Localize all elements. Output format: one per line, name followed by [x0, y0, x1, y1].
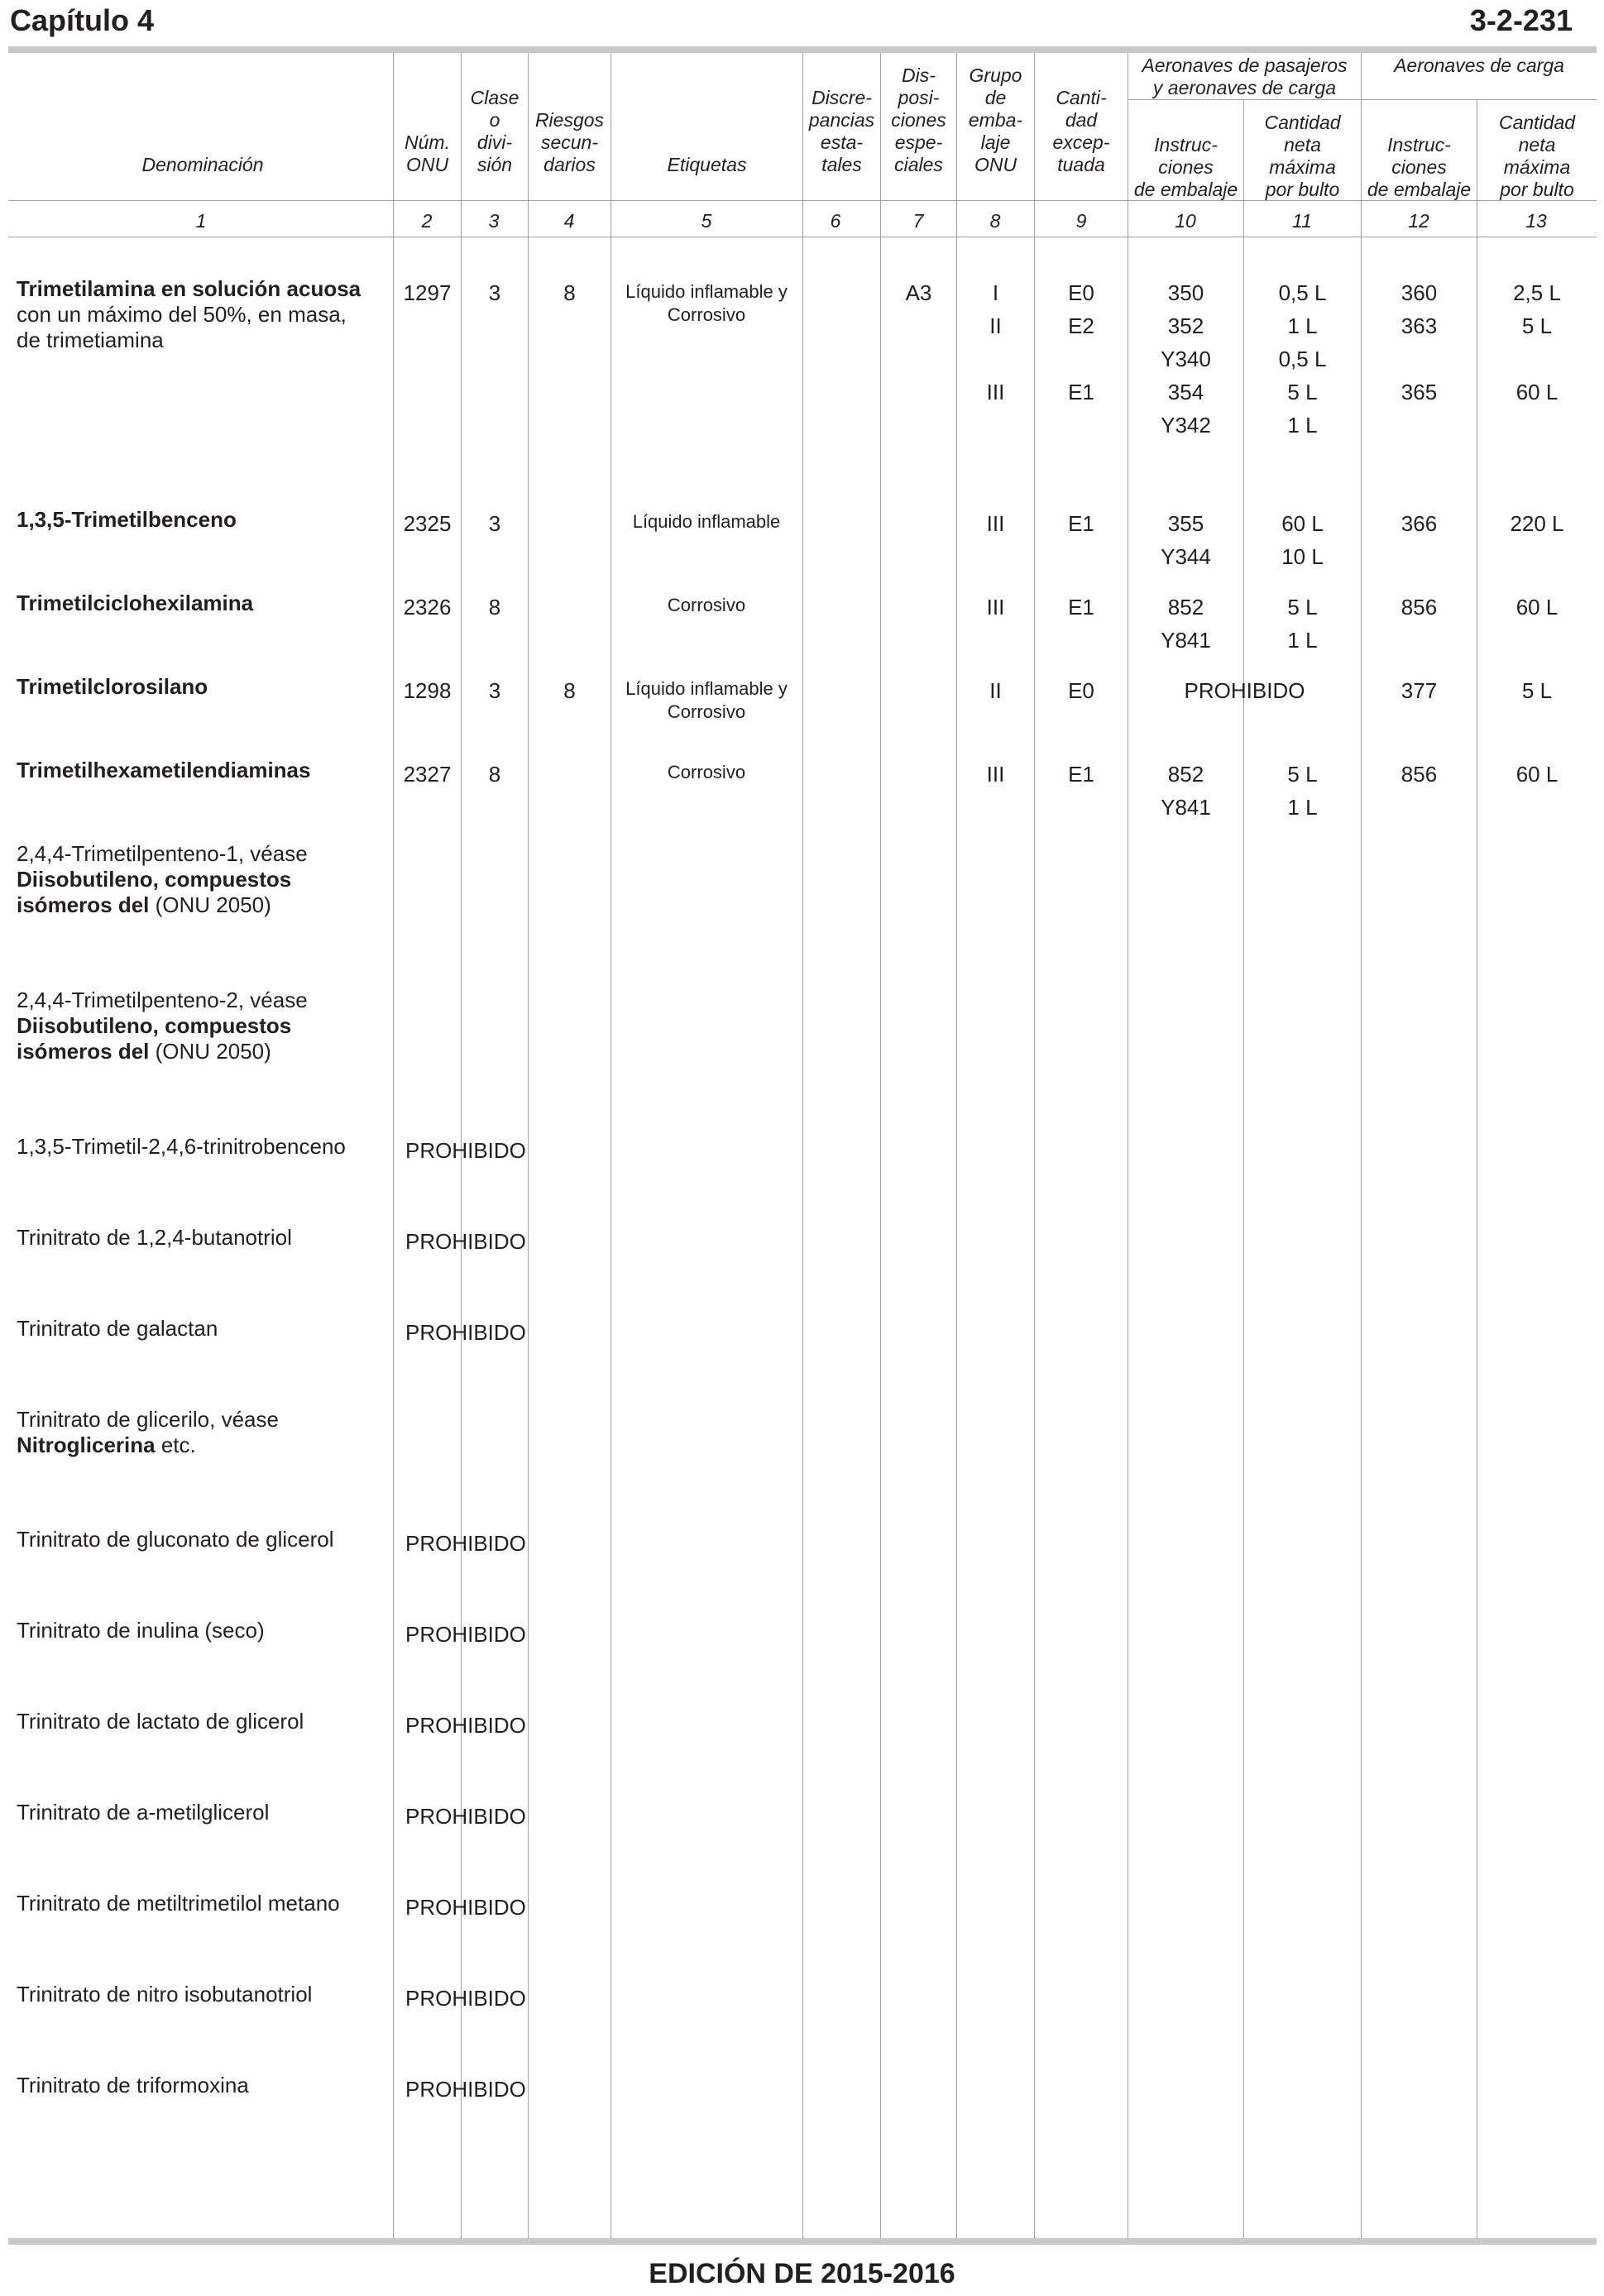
labels: Líquido inflamable: [632, 511, 781, 532]
passenger-max-quantity: 5 L 1 L: [1287, 762, 1318, 820]
prohibited-status: PROHIBIDO: [405, 1531, 526, 1556]
cargo-max-quantity: 2,5 L 5 L 60 L: [1513, 280, 1561, 404]
passenger-prohibited: PROHIBIDO: [1184, 678, 1305, 703]
packing-group: III: [986, 762, 1005, 787]
un-number: 1298: [403, 678, 452, 703]
class: 8: [488, 762, 501, 787]
excepted-quantity: E1: [1068, 762, 1094, 787]
labels: Corrosivo: [667, 595, 746, 615]
col-header-riesgos: Riesgos secun- darios: [534, 109, 605, 175]
subsidiary-risk: 8: [563, 678, 576, 703]
passenger-packing-instructions: 852 Y841: [1161, 595, 1211, 653]
excepted-quantity: E0 E2 E1: [1068, 280, 1094, 404]
footer-rule: [8, 2238, 1597, 2245]
denominacion: Trinitrato de 1,2,4-butanotriol: [17, 1225, 292, 1250]
cargo-max-quantity: 220 L: [1510, 511, 1564, 536]
denominacion: Trinitrato de triformoxina: [17, 2073, 249, 2097]
cargo-packing-instructions: 360 363 365: [1401, 280, 1438, 404]
prohibited-status: PROHIBIDO: [405, 1804, 526, 1829]
denominacion: Trinitrato de gluconato de glicerol: [17, 1527, 334, 1552]
denominacion: 1,3,5-Trimetilbenceno: [17, 507, 237, 532]
denominacion: 1,3,5-Trimetil-2,4,6-trinitrobenceno: [17, 1134, 346, 1159]
prohibited-status: PROHIBIDO: [405, 1986, 526, 2011]
col-header-aeronaves-pasajeros: Aeronaves de pasajeros y aeronaves de carga: [1142, 55, 1348, 98]
col-header-clase: Clase o divi- sión: [470, 87, 520, 175]
passenger-max-quantity: 5 L 1 L: [1287, 595, 1318, 653]
excepted-quantity: E1: [1068, 511, 1094, 536]
denominacion: Trinitrato de a-metilglicerol: [17, 1800, 270, 1825]
col-header-etiquetas: Etiquetas: [667, 154, 747, 175]
class: 3: [488, 280, 501, 305]
col-header-onu: Núm. ONU: [405, 132, 450, 175]
table-row: Trinitrato de glicerilo, véase Nitroglicerina etc.: [17, 1407, 279, 1457]
cargo-max-quantity: 60 L: [1515, 595, 1559, 619]
un-number: 1297: [403, 280, 452, 305]
special-provisions: A3: [905, 280, 932, 305]
col-header-instrucciones-12: Instruc- ciones de embalaje: [1367, 134, 1472, 200]
prohibited-status: PROHIBIDO: [405, 1895, 526, 1920]
labels: Líquido inflamable y Corrosivo: [625, 281, 788, 325]
labels: Corrosivo: [667, 762, 746, 782]
cargo-max-quantity: 5 L: [1521, 678, 1553, 703]
un-number: 2327: [403, 762, 452, 787]
col-header-grupo: Grupo de emba- laje ONU: [968, 65, 1023, 175]
edition-footer: EDICIÓN DE 2015-2016: [649, 2258, 955, 2289]
prohibited-status: PROHIBIDO: [405, 1713, 526, 1738]
packing-group: I II III: [986, 280, 1005, 404]
cargo-max-quantity: 60 L: [1515, 762, 1559, 787]
cargo-packing-instructions: 856: [1401, 595, 1438, 619]
prohibited-status: PROHIBIDO: [405, 1229, 526, 1254]
class: 3: [488, 678, 501, 703]
denominacion: Trimetilclorosilano: [17, 674, 208, 699]
header-rule: [8, 46, 1597, 53]
packing-group: II: [989, 678, 1002, 703]
passenger-max-quantity: 0,5 L 1 L 0,5 L 5 L 1 L: [1278, 280, 1327, 438]
cargo-packing-instructions: 856: [1401, 762, 1438, 787]
col-header-cantidad-exceptuada: Canti- dad excep- tuada: [1052, 87, 1110, 175]
table-row: 2,4,4-Trimetilpenteno-2, véase Diisobutileno, compuestos isómeros del (ONU 2050): [17, 988, 308, 1064]
subsidiary-risk: 8: [563, 280, 576, 305]
prohibited-status: PROHIBIDO: [405, 1138, 526, 1163]
table-row: 2,4,4-Trimetilpenteno-1, véase Diisobutileno, compuestos isómeros del (ONU 2050): [17, 841, 308, 917]
denominacion: Trinitrato de galactan: [17, 1316, 218, 1341]
passenger-packing-instructions: 355 Y344: [1161, 511, 1211, 569]
packing-group: III: [986, 595, 1005, 619]
excepted-quantity: E0: [1068, 678, 1094, 703]
prohibited-status: PROHIBIDO: [405, 1320, 526, 1345]
col-header-discrepancias: Discre- pancias esta- tales: [808, 87, 875, 175]
col-header-aeronaves-carga: Aeronaves de carga: [1394, 55, 1564, 76]
col-header-disposiciones: Dis- posi- ciones espe- ciales: [891, 65, 946, 175]
denominacion: Trinitrato de lactato de glicerol: [17, 1709, 304, 1734]
class: 8: [488, 595, 501, 619]
class: 3: [488, 511, 501, 536]
packing-group: III: [986, 511, 1005, 536]
denominacion: Trimetilciclohexilamina: [17, 591, 254, 615]
excepted-quantity: E1: [1068, 595, 1094, 619]
chapter-title: Capítulo 4: [10, 3, 155, 37]
passenger-packing-instructions: 852 Y841: [1161, 762, 1211, 820]
col-header-denominacion: Denominación: [141, 154, 264, 175]
passenger-packing-instructions: 350 352 Y340 354 Y342: [1161, 280, 1211, 438]
prohibited-status: PROHIBIDO: [405, 2077, 526, 2102]
cargo-packing-instructions: 366: [1401, 511, 1438, 536]
col-header-cantidad-13: Cantidad neta máxima por bulto: [1498, 112, 1576, 200]
col-header-instrucciones-10: Instruc- ciones de embalaje: [1133, 134, 1238, 200]
denominacion: Trinitrato de nitro isobutanotriol: [17, 1982, 313, 2007]
cargo-packing-instructions: 377: [1401, 678, 1438, 703]
denominacion: Trinitrato de inulina (seco): [17, 1618, 265, 1643]
un-number: 2326: [403, 595, 452, 619]
denominacion: Trimetilamina en solución acuosa con un máximo del 50%, en masa, de trimetiamina: [17, 276, 361, 352]
denominacion: Trinitrato de metiltrimetilol metano: [17, 1891, 340, 1916]
labels: Líquido inflamable y Corrosivo: [625, 678, 788, 722]
page-number: 3-2-231: [1469, 3, 1573, 37]
prohibited-status: PROHIBIDO: [405, 1622, 526, 1647]
passenger-max-quantity: 60 L 10 L: [1281, 511, 1324, 569]
un-number: 2325: [403, 511, 452, 536]
denominacion: Trimetilhexametilendiaminas: [17, 758, 311, 782]
col-header-cantidad-11: Cantidad neta máxima por bulto: [1264, 112, 1341, 200]
